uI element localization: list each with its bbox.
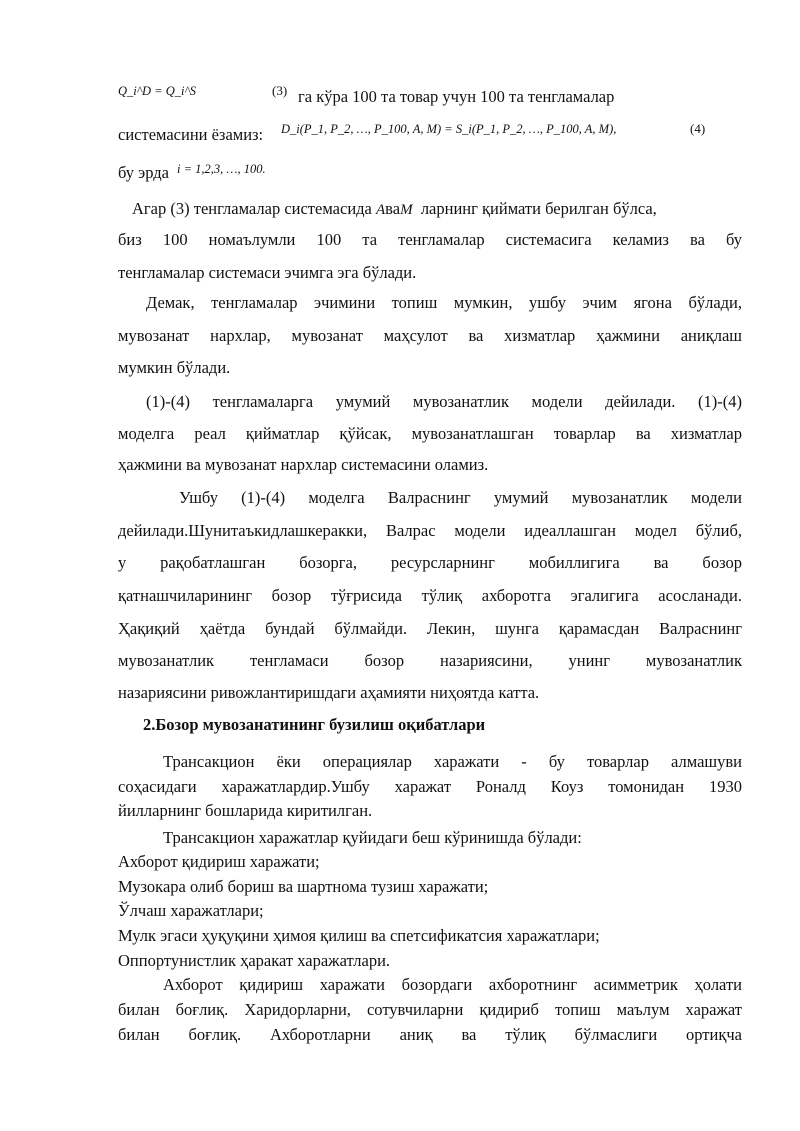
text-line: мувозанатлик тенгламаси бозор назариясини, унинг мувозанатлик bbox=[118, 651, 742, 670]
text-line: дейилади.Шунитаъкидлашкеракки, Валрас модели идеаллашган модел бўлиб, bbox=[118, 521, 742, 540]
text-line: ҳажмини ва мувозанат нархлар системасини оламиз. bbox=[118, 455, 489, 474]
text-line: бу эрда bbox=[118, 163, 169, 182]
text-line: Трансакцион ёки операциялар харажати - бу товарлар алмашуви bbox=[163, 752, 742, 771]
text-line: Ҳақиқий ҳаётда бундай бўлмайди. Лекин, шунга қарамасдан Валраснинг bbox=[118, 619, 742, 638]
list-item: Оппортунистлик ҳаракат харажатлари. bbox=[118, 951, 391, 970]
text-line: билан боғлиқ. Ахборотларни аниқ ва тўлиқ бўлмаслиги ортиқча bbox=[118, 1025, 742, 1044]
text-line: га кўра 100 та товар учун 100 та тенгламалар bbox=[298, 87, 615, 106]
text-line: (1)-(4) тенгламаларга умумий мувозанатлик модели дейилади. (1)-(4) bbox=[146, 392, 742, 411]
section-heading: 2.Бозор мувозанатининг бузилиш оқибатлари bbox=[143, 715, 486, 734]
text-line: мумкин бўлади. bbox=[118, 358, 231, 377]
text-line: Ушбу (1)-(4) моделга Валраснинг умумий мувозанатлик модели bbox=[179, 488, 742, 507]
list-item: Музокара олиб бориш ва шартнома тузиш харажати; bbox=[118, 877, 489, 896]
text-line: йилларнинг бошларида киритилган. bbox=[118, 801, 373, 820]
text-line: Ахборот қидириш харажати бозордаги ахборотнинг асимметрик ҳолати bbox=[163, 975, 742, 994]
text-line: у рақобатлашган бозорга, ресурсларнинг мобиллигига ва бозор bbox=[118, 553, 742, 572]
text-line: Агар (3) тенгламалар системасида AваM ларнинг қиймати берилган бўлса, bbox=[132, 199, 657, 218]
variable-a: A bbox=[376, 202, 386, 218]
equation-4-formula: D_i(P_1, P_2, …, P_100, A, M) = S_i(P_1, P_2, …, P_100, A, M), bbox=[281, 122, 617, 136]
text-line: системасини ёзамиз: bbox=[118, 125, 264, 144]
text-line: назариясини ривожлантиришдаги аҳамияти ниҳоятда катта. bbox=[118, 683, 540, 702]
text-line: мувозанат нархлар, мувозанат маҳсулот ва хизматлар ҳажмини аниқлаш bbox=[118, 326, 742, 345]
text-line: билан боғлиқ. Харидорларни, сотувчиларни қидириб топиш маълум харажат bbox=[118, 1000, 742, 1019]
index-range-formula: i = 1,2,3, …, 100. bbox=[177, 162, 266, 176]
text-line: қатнашчиларининг бозор тўғрисида тўлиқ ахборотга эгалигига асосланади. bbox=[118, 586, 742, 605]
text-line: Трансакцион харажатлар қуйидаги беш кўринишда бўлади: bbox=[163, 828, 582, 847]
text-line: соҳасидаги харажатлардир.Ушбу харажат Роналд Коуз томонидан 1930 bbox=[118, 777, 742, 796]
list-item: Ўлчаш харажатлари; bbox=[118, 901, 264, 920]
variable-m: M bbox=[400, 202, 413, 218]
text-line: биз 100 номаълумли 100 та тенгламалар системасига келамиз ва бу bbox=[118, 230, 742, 249]
equation-3-number: (3) bbox=[272, 83, 288, 98]
equation-3-formula: Q_i^D = Q_i^S bbox=[118, 84, 197, 98]
equation-4-number: (4) bbox=[690, 121, 706, 136]
text-line: моделга реал қийматлар қўйсак, мувозанатлашган товарлар ва хизматлар bbox=[118, 424, 742, 443]
text-line: тенгламалар системаси эчимга эга бўлади. bbox=[118, 263, 417, 282]
list-item: Ахборот қидириш харажати; bbox=[118, 852, 320, 871]
list-item: Мулк эгаси ҳуқуқини ҳимоя қилиш ва спетсификатсия харажатлари; bbox=[118, 926, 600, 945]
text-line: Демак, тенгламалар эчимини топиш мумкин, ушбу эчим ягона бўлади, bbox=[146, 293, 742, 312]
